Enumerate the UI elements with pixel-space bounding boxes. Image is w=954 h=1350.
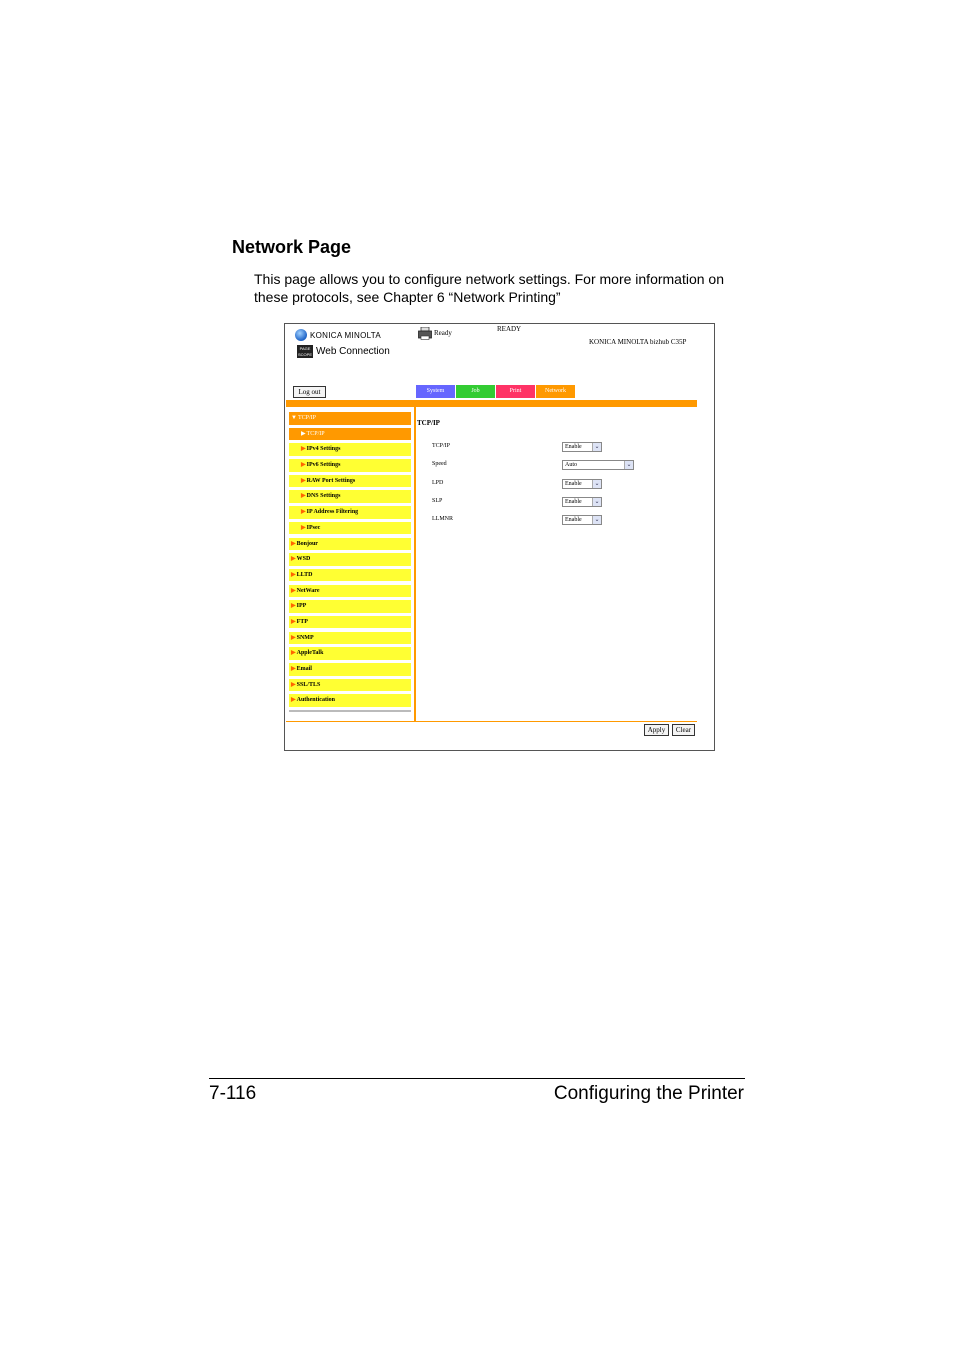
intro-paragraph: This page allows you to configure network settings. For more information on these protocols, see Chapter 6 “Network Printing” [254, 271, 725, 305]
tab-job[interactable]: Job [456, 385, 495, 398]
setting-label-speed: Speed [432, 461, 447, 467]
sidebar-item[interactable] [289, 600, 411, 613]
tab-print[interactable]: Print [496, 385, 535, 398]
speed-select-value: Auto [565, 462, 577, 468]
sidebar-item-label: SNMP [296, 634, 314, 641]
sidebar-item[interactable] [289, 663, 411, 676]
sidebar-item-label: Email [296, 666, 312, 672]
triangle-right-icon: ▶ [291, 571, 296, 578]
printer-icon [418, 327, 432, 340]
chevron-down-icon: ⌄ [624, 461, 633, 469]
sidebar-item-label: Bonjour [296, 540, 318, 547]
sidebar-item[interactable] [289, 412, 411, 425]
slp-select-value: Enable [565, 499, 582, 505]
sidebar-item[interactable] [289, 459, 411, 472]
triangle-right-icon: ▶ [291, 666, 296, 672]
llmnr-select-value: Enable [565, 517, 582, 523]
triangle-right-icon: ▶ [291, 587, 296, 594]
settings-panel [417, 419, 697, 427]
footer-divider [286, 721, 697, 722]
sidebar-divider [414, 407, 416, 721]
sidebar-item-label: IPsec [306, 524, 321, 531]
tab-network[interactable]: Network [536, 385, 575, 398]
triangle-right-icon: ▶ [301, 509, 306, 516]
konica-minolta-logo-icon [295, 329, 307, 341]
brand-logo [295, 329, 381, 341]
triangle-right-icon: ▶ [291, 540, 296, 547]
brand-name: KONICA MINOLTA [310, 330, 382, 340]
triangle-right-icon: ▶ [301, 430, 306, 437]
triangle-right-icon: ▶ [301, 524, 306, 531]
sidebar-item[interactable] [289, 585, 411, 598]
sidebar-item[interactable] [289, 522, 411, 535]
sidebar-item-label: TCP/IP [306, 430, 325, 437]
triangle-right-icon: ▶ [301, 477, 306, 484]
llmnr-select[interactable] [562, 515, 602, 525]
setting-label-slp: SLP [432, 498, 443, 504]
sidebar-item[interactable] [289, 506, 411, 519]
sidebar-item[interactable] [289, 632, 411, 645]
app-name: Web Connection [316, 346, 390, 357]
chevron-down-icon: ⌄ [592, 480, 601, 488]
web-connection-screenshot [284, 323, 715, 751]
model-name: KONICA MINOLTA bizhub C35P [589, 338, 687, 346]
sidebar-item[interactable] [289, 428, 411, 441]
sidebar-item-label: AppleTalk [296, 650, 324, 657]
triangle-right-icon: ▶ [291, 556, 296, 563]
chevron-down-icon: ⌄ [592, 516, 601, 524]
sidebar-item-label: TCP/IP [297, 415, 316, 421]
triangle-right-icon: ▶ [291, 697, 296, 704]
clear-button[interactable]: Clear [672, 724, 695, 736]
page-number: 7-116 [209, 1083, 257, 1104]
tcpip-select-value: Enable [565, 444, 582, 450]
sidebar-item[interactable] [289, 569, 411, 582]
sidebar-item-label: IPv6 Settings [306, 462, 341, 469]
triangle-right-icon: ▶ [291, 603, 296, 610]
panel-title: TCP/IP [417, 419, 440, 427]
slp-select[interactable] [562, 497, 602, 507]
sidebar-item-label: FTP [296, 618, 308, 625]
pagescope-logo-icon: PAGE SCOPE [297, 346, 312, 357]
status-small: Ready [434, 329, 452, 337]
sidebar-item-label: Authentication [296, 697, 335, 704]
triangle-right-icon: ▶ [291, 634, 296, 641]
triangle-right-icon: ▶ [291, 650, 296, 657]
sidebar-item-label: NetWare [296, 587, 320, 594]
lpd-select-value: Enable [565, 481, 582, 487]
tab-system[interactable]: System [416, 385, 455, 398]
setting-label-tcpip: TCP/IP [432, 443, 451, 449]
header-divider [286, 400, 697, 407]
sidebar-item-label: LLTD [296, 571, 313, 578]
sidebar-item[interactable] [289, 490, 411, 503]
sidebar-item-label: SSL/TLS [296, 681, 321, 688]
main-tabs [416, 385, 575, 398]
sidebar-item[interactable] [289, 616, 411, 629]
tcpip-select[interactable] [562, 442, 602, 452]
sidebar-menu [289, 412, 411, 712]
sidebar-item-label: WSD [296, 556, 311, 563]
status-text: READY [497, 325, 522, 333]
footer-rule [209, 1078, 745, 1079]
apply-button[interactable]: Apply [644, 724, 669, 736]
triangle-down-icon: ▼ [291, 415, 297, 421]
sidebar-bottom-rule [289, 710, 411, 712]
triangle-right-icon: ▶ [291, 681, 296, 688]
logout-button[interactable]: Log out [293, 386, 326, 398]
chevron-down-icon: ⌄ [592, 443, 601, 451]
sidebar-item[interactable] [289, 553, 411, 566]
sidebar-item[interactable] [289, 679, 411, 692]
footer-title: Configuring the Printer [553, 1083, 744, 1104]
app-logo [297, 345, 390, 358]
triangle-right-icon: ▶ [301, 493, 306, 500]
sidebar-item-label: RAW Port Settings [306, 477, 356, 484]
sidebar-item[interactable] [289, 694, 411, 707]
section-heading: Network Page [232, 237, 352, 257]
chevron-down-icon: ⌄ [592, 498, 601, 506]
lpd-select[interactable] [562, 479, 602, 489]
sidebar-item[interactable] [289, 647, 411, 660]
triangle-right-icon: ▶ [291, 618, 296, 625]
setting-label-llmnr: LLMNR [432, 516, 453, 522]
sidebar-item[interactable] [289, 538, 411, 551]
setting-label-lpd: LPD [432, 480, 444, 486]
sidebar-item-label: IPP [296, 603, 307, 610]
sidebar-item[interactable] [289, 475, 411, 488]
sidebar-item-label: IPv4 Settings [306, 446, 341, 453]
sidebar-item[interactable] [289, 443, 411, 456]
triangle-right-icon: ▶ [301, 446, 306, 453]
speed-select[interactable] [562, 460, 634, 470]
triangle-right-icon: ▶ [301, 462, 306, 469]
sidebar-item-label: IP Address Filtering [306, 509, 359, 516]
sidebar-item-label: DNS Settings [306, 493, 341, 500]
